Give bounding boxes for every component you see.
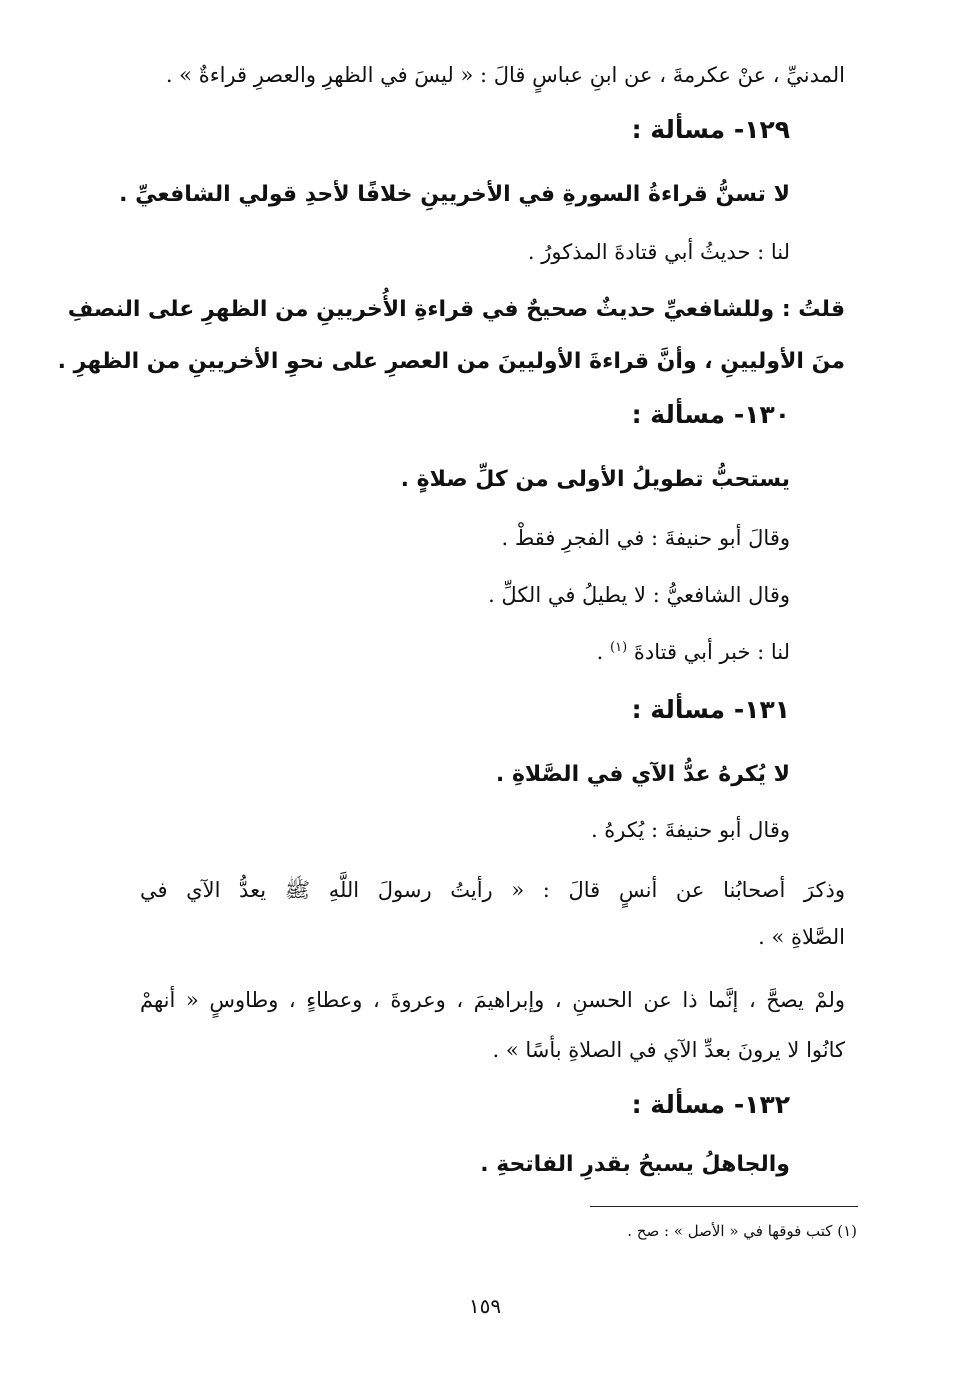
ruling-line-129: لا تسنُّ قراءةُ السورةِ في الأخريينِ خلافًا لأحدِ قولي الشافعيِّ . — [119, 182, 790, 207]
footnote: (١) كتب فوقها في « الأصل » : صح . — [627, 1222, 857, 1240]
section-heading-130: ١٣٠- مسألة : — [631, 400, 790, 429]
section-heading-132: ١٣٢- مسألة : — [631, 1090, 790, 1119]
footnote-reference: (١) — [610, 640, 628, 655]
text-line-15: وذكرَ أصحابُنا عن أنسٍ قالَ : « رأيتُ رسولَ اللَّهِ ﷺ يعدُّ الآي في — [140, 878, 845, 902]
text-line-17: ولمْ يصحَّ ، إنَّما ذا عن الحسنِ ، وإبراهيمَ ، وعروةَ ، وعطاءٍ ، وطاوسٍ « أنهمْ — [140, 988, 845, 1012]
text-line-9: وقالَ أبو حنيفةَ : في الفجرِ فقطْ . — [501, 526, 790, 550]
section-heading-129: ١٢٩- مسألة : — [631, 115, 790, 144]
footnote-divider — [590, 1206, 858, 1207]
text-line-1: المدنيِّ ، عنْ عكرمةَ ، عن ابنِ عباسٍ قالَ : « ليسَ في الظهرِ والعصرِ قراءةٌ » . — [165, 63, 845, 87]
ruling-line-130: يستحبُّ تطويلُ الأولى من كلِّ صلاةٍ . — [400, 467, 790, 492]
text-line-18: كانُوا لا يرونَ بعدِّ الآي في الصلاةِ بأسًا » . — [492, 1038, 845, 1062]
text-line-16: الصَّلاةِ » . — [758, 925, 845, 949]
page-number: ١٥٩ — [468, 1294, 502, 1318]
text-line-10: وقال الشافعيُّ : لا يطيلُ في الكلِّ . — [488, 583, 790, 607]
text-line-14: وقال أبو حنيفةَ : يُكرهُ . — [590, 818, 790, 842]
text-line-11: لنا : خبر أبي قتادةَ $^{(١)}$ . — [596, 640, 790, 664]
note-line-2: منَ الأوليينِ ، وأنَّ قراءةَ الأوليينَ من العصرِ على نحوِ الأخريينِ من الظهرِ . — [57, 349, 845, 374]
section-heading-131: ١٣١- مسألة : — [631, 695, 790, 724]
ruling-line-131: لا يُكرهُ عدُّ الآي في الصَّلاةِ . — [495, 762, 790, 787]
text-line-4: لنا : حديثُ أبي قتادةَ المذكورُ . — [527, 240, 790, 264]
ruling-line-132: والجاهلُ يسبحُ بقدرِ الفاتحةِ . — [480, 1152, 790, 1177]
note-line-1: قلتُ : وللشافعيِّ حديثٌ صحيحٌ في قراءةِ الأُخريينِ من الظهرِ على النصفِ — [67, 297, 845, 322]
text-line-11-body: لنا : خبر أبي قتادةَ — [633, 640, 790, 664]
